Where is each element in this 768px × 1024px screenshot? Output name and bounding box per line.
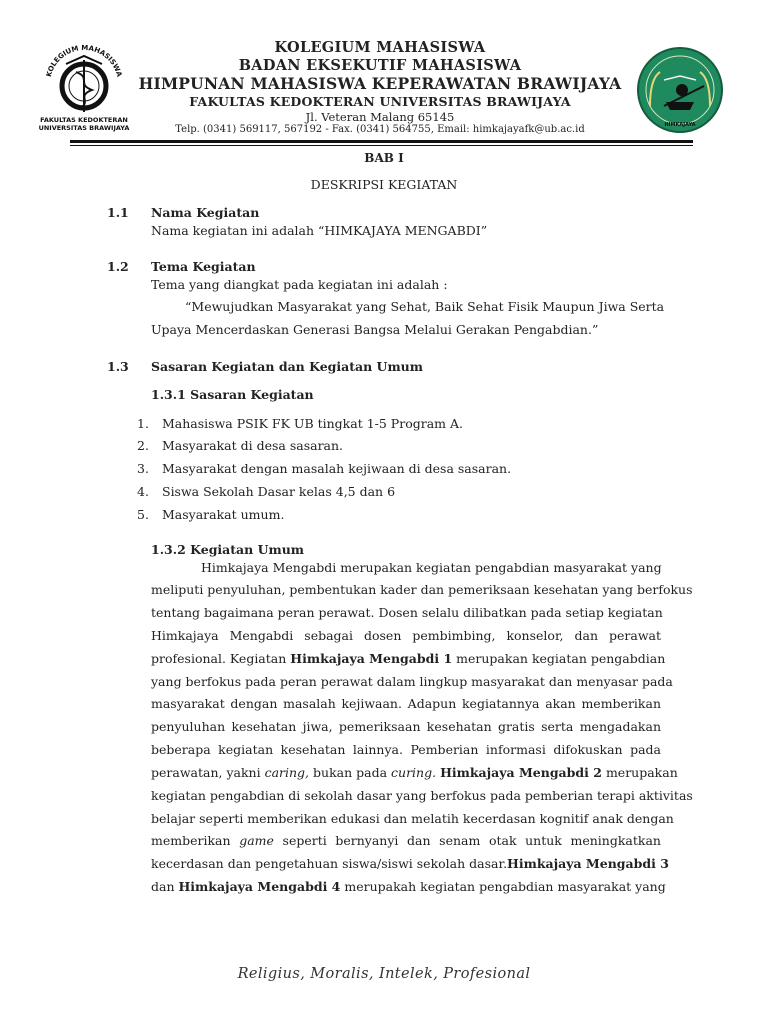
- text-run: merupakan: [605, 765, 678, 780]
- text-run: seperti bernyanyi dan senam otak untuk meningkatkan: [282, 833, 661, 848]
- list-item-number: 2.: [137, 438, 149, 453]
- section-1-3-2-title: 1.3.2 Kegiatan Umum: [151, 542, 305, 557]
- paragraph-line: yang berfokus pada peran perawat dalam lingkup masyarakat dan menyasar pada: [151, 674, 673, 689]
- header-line-4: FAKULTAS KEDOKTERAN UNIVERSITAS BRAWIJAYA: [189, 94, 571, 109]
- text-run: memberikan: [151, 833, 231, 848]
- list-item: Masyarakat dengan masalah kejiwaan di desa sasaran.: [162, 461, 512, 476]
- header-line-2: BADAN EKSEKUTIF MAHASISWA: [238, 57, 522, 74]
- paragraph-line: meliputi penyuluhan, pembentukan kader dan pemeriksaan kesehatan yang berfokus: [151, 582, 693, 597]
- paragraph-line: kegiatan pengabdian di sekolah dasar yang berfokus pada pemberian terapi aktivitas: [151, 788, 693, 803]
- header-line-1: KOLEGIUM MAHASISWA: [274, 39, 486, 56]
- logo-bottom-text-2: UNIVERSITAS BRAWIJAYA: [38, 124, 130, 132]
- italic-term: curing.: [391, 765, 437, 780]
- himkajaya-logo: [636, 46, 724, 134]
- paragraph-line: [151, 853, 669, 876]
- text-run: perawatan, yakni: [151, 765, 261, 780]
- text-run: bukan pada: [313, 765, 388, 780]
- kolegium-logo: [36, 34, 132, 134]
- section-1-1-number: 1.1: [107, 205, 129, 220]
- paragraph-line: [151, 762, 678, 785]
- section-1-3-1-title: 1.3.1 Sasaran Kegiatan: [151, 387, 314, 402]
- theme-quote-line-1: “Mewujudkan Masyarakat yang Sehat, Baik Sehat Fisik Maupun Jiwa Serta: [185, 299, 665, 314]
- list-item: Masyarakat di desa sasaran.: [162, 438, 344, 453]
- paragraph-line: belajar seperti memberikan edukasi dan melatih kecerdasan kognitif anak dengan: [151, 811, 674, 826]
- list-item: Masyarakat umum.: [162, 507, 285, 522]
- section-1-2-title: Tema Kegiatan: [151, 259, 256, 274]
- list-item-number: 1.: [137, 416, 149, 431]
- paragraph-line: Himkajaya Mengabdi merupakan kegiatan pengabdian masyarakat yang: [201, 560, 662, 575]
- paragraph-line: Himkajaya Mengabdi sebagai dosen pembimbing, konselor, dan perawat: [151, 628, 661, 643]
- list-item-number: 5.: [137, 507, 149, 522]
- logo-label: HIMKAJAYA: [664, 122, 696, 128]
- section-1-1-title: Nama Kegiatan: [151, 205, 260, 220]
- text-run: dan: [151, 879, 175, 894]
- bold-term: Himkajaya Mengabdi 3: [507, 856, 669, 871]
- header-rule-thick: [70, 140, 693, 143]
- list-item: Siswa Sekolah Dasar kelas 4,5 dan 6: [162, 484, 396, 499]
- text-run: profesional. Kegiatan: [151, 651, 287, 666]
- header-line-3: HIMPUNAN MAHASISWA KEPERAWATAN BRAWIJAYA: [138, 74, 622, 93]
- bold-term: Himkajaya Mengabdi 1: [290, 651, 453, 666]
- paragraph-line: [151, 648, 666, 671]
- header-rule-thin: [70, 145, 693, 146]
- text-run: merupakan kegiatan pengabdian: [456, 651, 666, 666]
- chapter-title: DESKRIPSI KEGIATAN: [310, 177, 458, 192]
- paragraph-line: [151, 876, 666, 899]
- list-item-number: 3.: [137, 461, 149, 476]
- bold-term: Himkajaya Mengabdi 2: [440, 765, 602, 780]
- logo-arc-text: KOLEGIUM MAHASISWA: [44, 43, 124, 78]
- bold-term: Himkajaya Mengabdi 4: [178, 879, 341, 894]
- header-contact: Telp. (0341) 569117, 567192 - Fax. (0341) 564755, Email: himkajayafk@ub.ac.id: [175, 124, 585, 135]
- section-1-2-intro: Tema yang diangkat pada kegiatan ini adalah :: [151, 277, 448, 292]
- section-1-2-number: 1.2: [107, 259, 129, 274]
- text-run: kecerdasan dan pengetahuan siswa/siswi sekolah dasar.: [151, 856, 508, 871]
- paragraph-line: [151, 830, 661, 853]
- paragraph-line: penyuluhan kesehatan jiwa, pemeriksaan kesehatan gratis serta mengadakan: [151, 719, 661, 734]
- logo-bottom-text-1: FAKULTAS KEDOKTERAN: [40, 116, 128, 124]
- section-1-3-title: Sasaran Kegiatan dan Kegiatan Umum: [151, 359, 423, 374]
- paragraph-line: tentang bagaimana peran perawat. Dosen selalu dilibatkan pada setiap kegiatan: [151, 605, 663, 620]
- list-item-number: 4.: [137, 484, 149, 499]
- section-1-1-text: Nama kegiatan ini adalah “HIMKAJAYA MENGABDI”: [151, 223, 488, 238]
- footer-motto: Religius, Moralis, Intelek, Profesional: [237, 966, 531, 982]
- italic-term: caring,: [264, 765, 310, 780]
- header-address: Jl. Veteran Malang 65145: [305, 110, 455, 124]
- chapter-number: BAB I: [364, 151, 404, 165]
- paragraph-line: masyarakat dengan masalah kejiwaan. Adapun kegiatannya akan memberikan: [151, 696, 661, 711]
- theme-quote-line-2: Upaya Mencerdaskan Generasi Bangsa Melalui Gerakan Pengabdian.”: [151, 322, 599, 337]
- list-item: Mahasiswa PSIK FK UB tingkat 1-5 Program A.: [162, 416, 463, 431]
- text-run: merupakah kegiatan pengabdian masyarakat yang: [344, 879, 666, 894]
- italic-term: game: [239, 833, 274, 848]
- section-1-3-number: 1.3: [107, 359, 129, 374]
- paragraph-line: beberapa kegiatan kesehatan lainnya. Pemberian informasi difokuskan pada: [151, 742, 661, 757]
